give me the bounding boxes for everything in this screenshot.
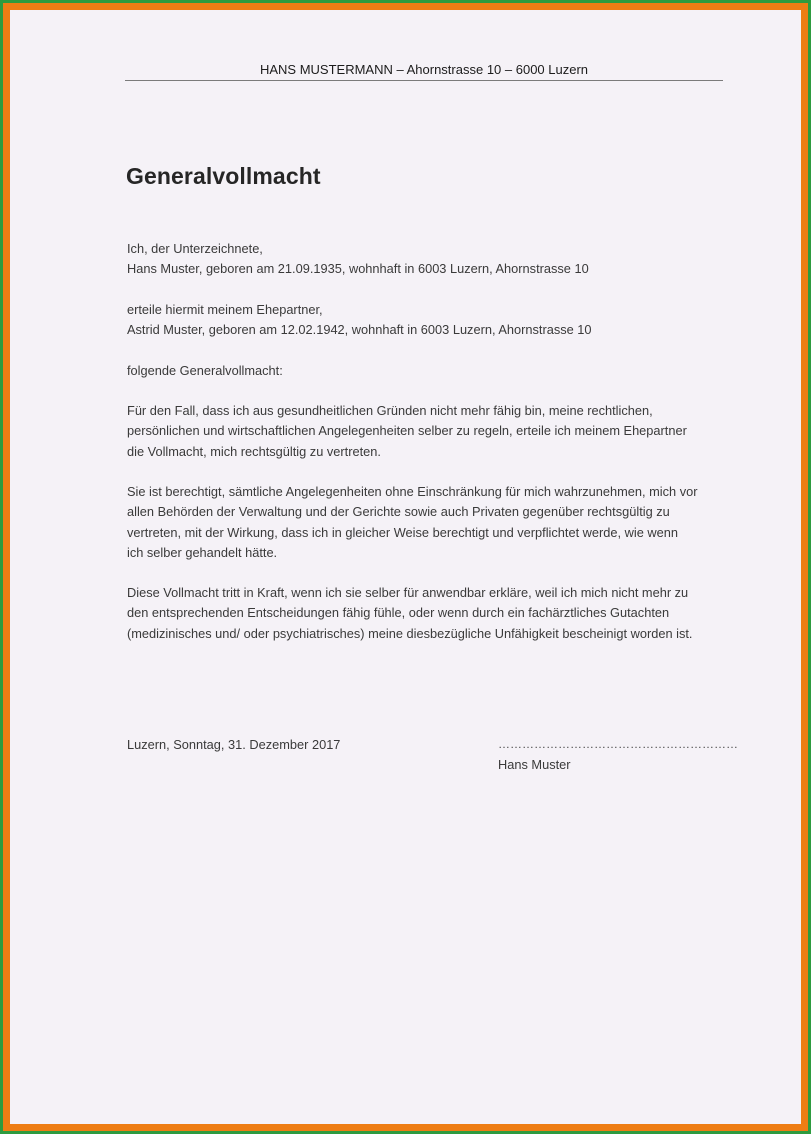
- intro-text: folgende Generalvollmacht:: [127, 363, 283, 378]
- paragraph-2-line: ich selber gehandelt hätte.: [127, 544, 278, 560]
- paragraph-1: [127, 401, 727, 462]
- grantor-line-1: Ich, der Unterzeichnete,: [127, 241, 263, 256]
- paragraph-3-line: den entsprechenden Entscheidungen fähig fühle, oder wenn durch ein fachärztliches Gutachten: [127, 605, 670, 621]
- paragraph-3-line: Diese Vollmacht tritt in Kraft, wenn ich sie selber für anwendbar erkläre, weil ich mich nicht mehr zu: [127, 585, 689, 600]
- letterhead: HANS MUSTERMANN – Ahornstrasse 10 – 6000 Luzern: [259, 62, 589, 77]
- intro-line: [127, 361, 727, 381]
- signature-line: ……………………………………………………: [498, 737, 738, 751]
- signatory-name: Hans Muster: [498, 757, 571, 772]
- document-title: Generalvollmacht: [126, 163, 321, 189]
- letterhead-rule: [125, 80, 723, 81]
- grantor-block: [127, 239, 727, 280]
- paragraph-3-line: (medizinisches und/ oder psychiatrisches) meine diesbezügliche Unfähigkeit bescheinigt worden ist.: [127, 625, 693, 641]
- grantee-line-1: erteile hiermit meinem Ehepartner,: [127, 302, 323, 317]
- grantee-block: [127, 300, 727, 341]
- paragraph-2: [127, 482, 727, 563]
- document-page: [10, 10, 801, 1124]
- paragraph-2-line: Sie ist berechtigt, sämtliche Angelegenheiten ohne Einschränkung für mich wahrzunehmen, mich vor: [127, 484, 698, 499]
- place-date: Luzern, Sonntag, 31. Dezember 2017: [127, 737, 341, 752]
- paragraph-3: [127, 583, 727, 644]
- grantee-line-2: Astrid Muster, geboren am 12.02.1942, wohnhaft in 6003 Luzern, Ahornstrasse 10: [127, 322, 592, 338]
- paragraph-1-line: persönlichen und wirtschaftlichen Angelegenheiten selber zu regeln, erteile ich meinem Ehepartner: [127, 423, 687, 439]
- paragraph-2-line: vertreten, mit der Wirkung, dass ich in gleicher Weise berechtigt und verpflichtet werde, wie wenn: [127, 524, 678, 540]
- paragraph-2-line: allen Behörden der Verwaltung und der Gerichte sowie auch Privaten gegenüber rechtsgültig zu: [127, 504, 670, 520]
- grantor-line-2: Hans Muster, geboren am 21.09.1935, wohnhaft in 6003 Luzern, Ahornstrasse 10: [127, 261, 589, 277]
- paragraph-1-line: Für den Fall, dass ich aus gesundheitlichen Gründen nicht mehr fähig bin, meine rechtlichen,: [127, 403, 653, 418]
- paragraph-1-line: die Vollmacht, mich rechtsgültig zu vertreten.: [127, 443, 381, 459]
